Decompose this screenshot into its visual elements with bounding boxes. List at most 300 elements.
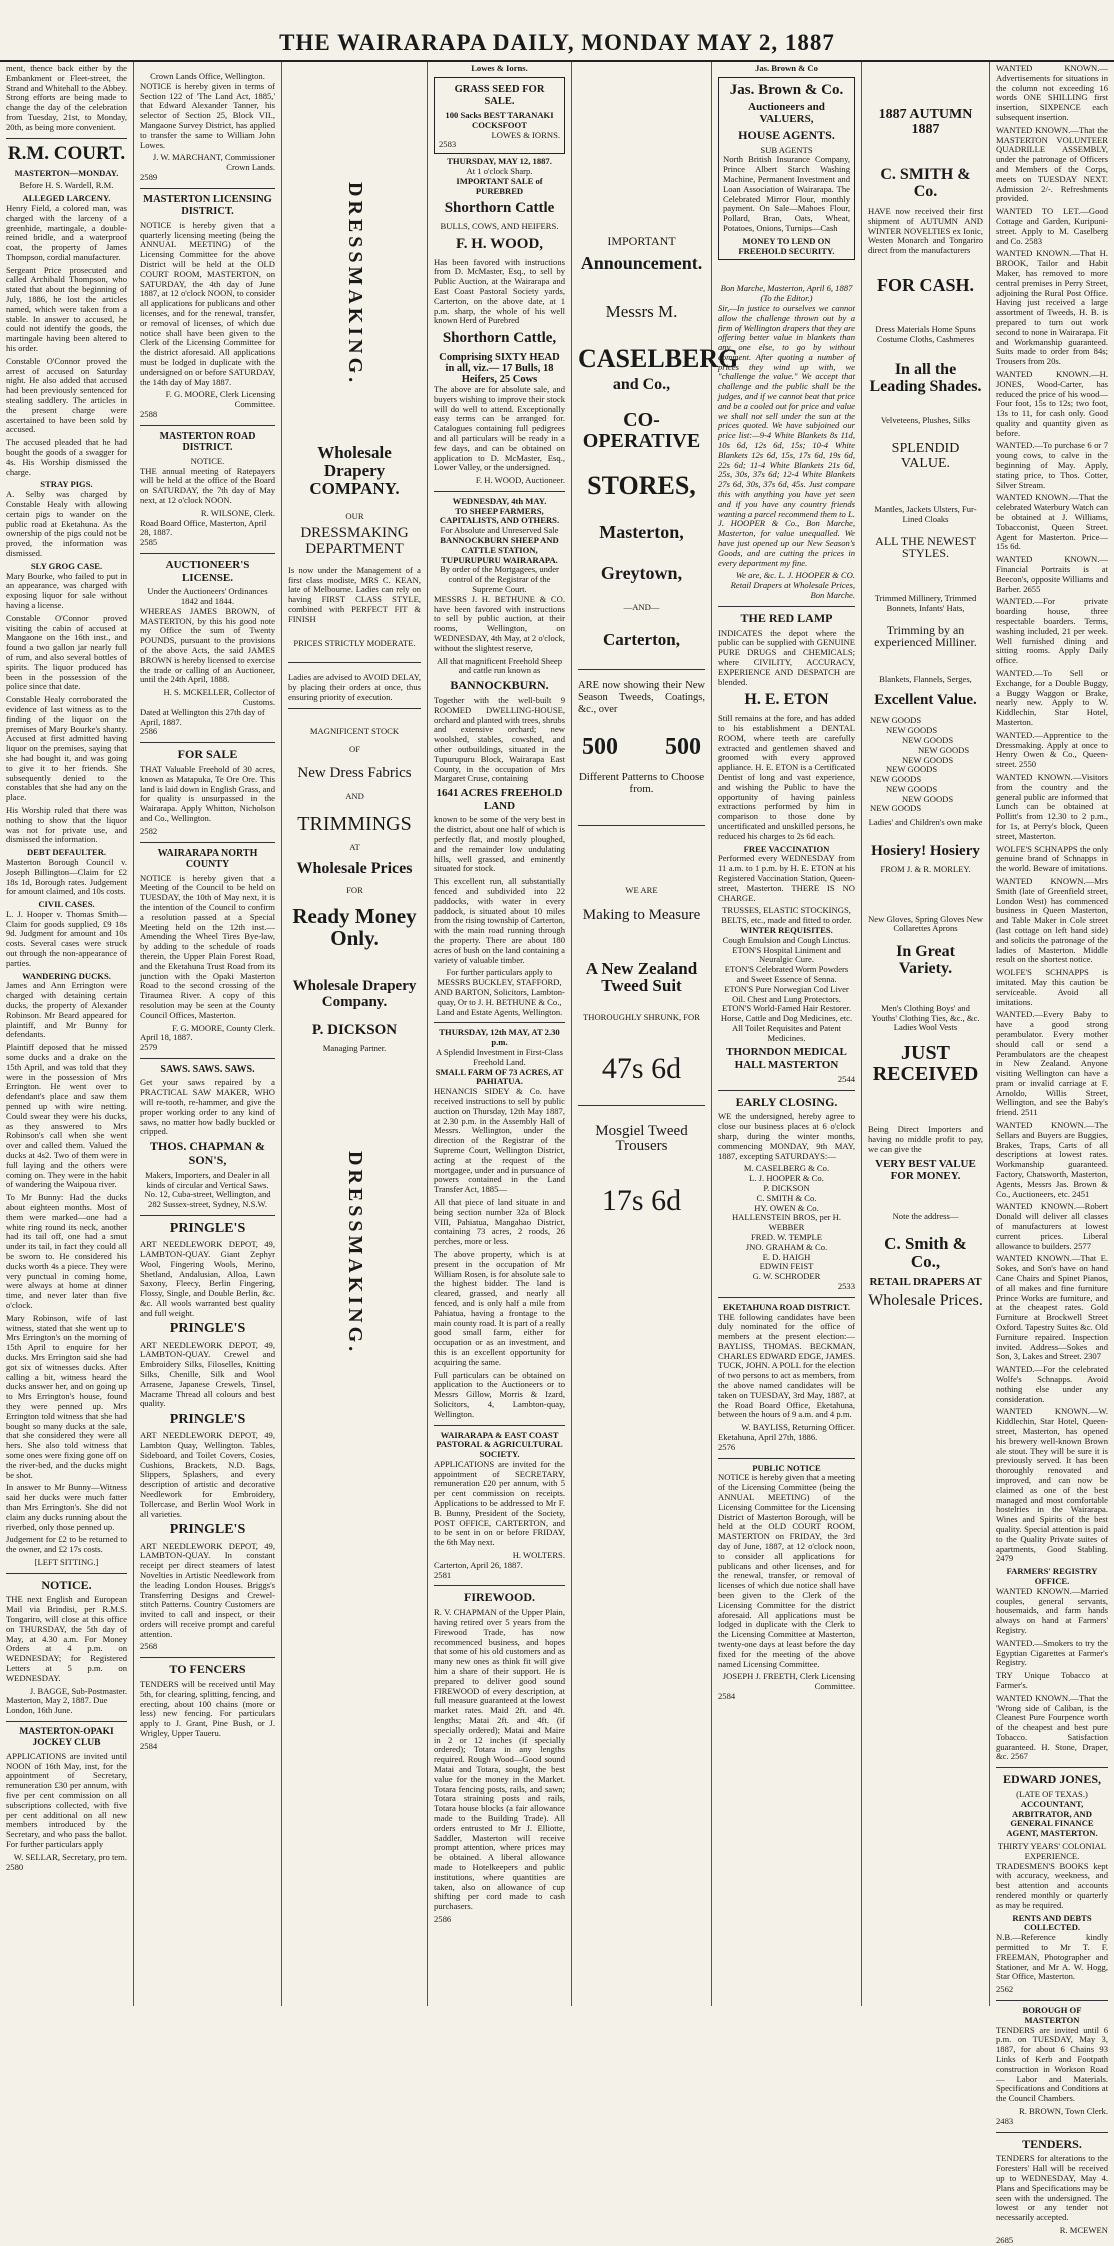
case-paragraph: Constable O'Connor proved the arrest of accused on Saturday night. He also added that accused had been previously sentenced for stealing saddlery. The articles in the present charge were ascertained to have been sold by accused. [6,355,127,435]
new-goods-item: NEW GOODS [918,744,970,755]
ladies-children-line: Ladies' and Children's own make [868,817,983,828]
free-vaccination: FREE VACCINATION [743,843,830,854]
case-heading: CIVIL CASES. [38,899,95,910]
column-1 [0,62,134,2006]
signatory: C. SMITH & Co. [756,1192,817,1203]
case-heading: STRAY PIGS. [40,479,93,490]
wanted-ad: WANTED KNOWN.—H. JONES, Wood-Carter, has reduced the price of his wood—Four foot, 15s to 12s; two foot, 13s to 11, for cash only. Good quality and quantity given as before. [996,368,1108,438]
divider [434,1585,565,1586]
auctioneer-license-body: WHEREAS JAMES BROWN, of MASTERTON, by this his good note my Office the sum of Twenty POUNDS, pursuant to the provisions of the above Acts, the said JAMES BROWN is hereby licensed to exercise the trade or calling of an Auctioneer, until the 24th April, 1888. [140,605,275,685]
brown-heading: Jas. Brown & Co. [729,81,844,98]
divider [996,2132,1108,2133]
ad-number: 2586 [140,726,158,737]
ad-number: 2582 [140,825,158,836]
divider [6,1573,127,1574]
pastoral-society-heading: WAIRARAPA & EAST COAST PASTORAL & AGRICULTURAL SOCIETY. [436,1429,563,1460]
ad-number: 2584 [718,1690,736,1701]
divider [434,491,565,492]
case-paragraph: To Mr Bunny: Had the ducks about eighteen months. Most of them were marked—one had a white ring round its neck, another had its tail off, one had a smut under its tail, in fact they could all be sworn to. He considered his ducks worth 4s a piece. They were very punctual in coming home, were always at home at dinner time, and never later than five o'clock. [6,1192,127,1310]
pringles-heading: PRINGLE'S [169,1522,246,1538]
wanted-ad: WANTED.—Smokers to try the Egyptian Cigarettes at Farmer's Registry. [996,1637,1108,1668]
signatory: HY. OWEN & Co. [754,1202,819,1213]
etons-line: ETON'S World-Famed Hair Restorer. Horse, Cattle and Dog Medicines, etc. [720,1003,853,1024]
full-particulars: Full particulars can be obtained on application to the Auctioneers or to Messrs Gillow, Morris & Izard, Solicitors, 4, Lambton-quay, Wellington. [434,1369,565,1419]
public-notice-signature: JOSEPH J. FREETH, Clerk Licensing Committee. [722,1671,855,1692]
early-closing-list [718,1164,855,1282]
signatory: JNO. GRAHAM & Co. [745,1241,828,1252]
divider [140,553,275,554]
dickson-name: P. DICKSON [311,1021,398,1038]
wanted-ad: WANTED.—For private boarding house, three respectable boarders. Terms, washing included, 21 per week. Well furnished dining and sitting rooms. Apply Daily office. [996,596,1108,666]
wanted-ad: WANTED TO LET.—Good Cottage and Garden, Kuripuni-street. Apply to M. Caselberg and Co. 2583 [996,206,1108,246]
public-notice-heading: PUBLIC NOTICE [752,1462,821,1473]
best-value: VERY BEST VALUE FOR MONEY. [875,1157,976,1182]
auctioneer-license-signature: H. S. MCKELLER, Collector of Customs. [163,687,275,708]
wanted-ad: WANTED.—Every Baby to have a good strong perambulator. Every mother should call or send a Perambulators are the cheapest in New Zealand. Anyone visiting Wellington can have a pram or invalid carriage at F. Arnoldo, Willis Street, Wellington, and see the Baby's friend. 2511 [996,1009,1108,1118]
messrs-label: Messrs M. [605,301,678,321]
public-notice-body: NOTICE is hereby given that a meeting of the Licensing Committee (being the ANNUAL MEETING) of the Licensing Committee for the Licensing District of Masterton Borough, will be held at the OLD COURT ROOM, MASTERTON on FRIDAY, the 3rd day of June, 1887, at 12 o'clock noon, to consider all applications for publicans and other licenses, and for the renewal, transfer, or removal of licenses of which due notice shall have been given to the Clerk of the Licensing Committee for the district aforesaid. All applications must be lodged in duplicate with the Clerk to the Licensing Committee at Masterton, twenty-one days at least before the day fixed for the meeting of the above named Licensing Committee. [718,1472,855,1669]
important-sale-label: IMPORTANT SALE of PUREBRED [456,175,543,196]
newspaper-title: THE WAIRARAPA DAILY, MONDAY MAY 2, 1887 [279,30,835,55]
divider [996,2000,1108,2001]
crown-lands-notice: NOTICE is hereby given in terms of Section 122 of 'The Land Act, 1885,' that Edward Alexander Tanner, his selector of Section 25, Block VII., Mangaone Survey District, has applied to transfer the same to William John Lowes. [140,80,275,150]
new-season-tweeds: ARE now showing their New Season Tweeds, Coatings, &c., over [578,679,705,715]
divider [434,1425,565,1426]
divider [6,138,127,139]
rm-court-subheading: MASTERTON—MONDAY. [14,167,119,178]
jones-reference: N.B.—Reference kindly permitted to Mr T. F. FREEMAN, Photographer and Stationer, and Mr A. W. Hogg, Star Office, Masterton. [996,1932,1108,1982]
fencers-heading: TO FENCERS [169,1662,246,1677]
masthead [0,0,1114,62]
chapman-heading: THOS. CHAPMAN & SON'S, [150,1139,265,1168]
intro-paragraph: ment, thence back either by the Embankment or Fleet-street, the Strand and Whitehall to the Abbey. Strong efforts are being made to change the day of the celebration from Tuesday, 21st, to Monday, 20th, as being more convenient. [6,63,127,132]
ad-number: 2584 [140,1740,158,1751]
red-lamp-heading: THE RED LAMP [740,610,833,625]
for-sale-heading: FOR SALE [177,747,238,762]
rents-debts: RENTS AND DEBTS COLLECTED. [1012,1912,1092,1933]
column-3 [282,62,428,2006]
suit-price: 47s 6d [601,1052,682,1086]
bulls-cows-heifers: BULLS, COWS, AND HEIFERS. [440,221,559,232]
bannockburn-heading: BANNOCKBURN. [450,678,549,693]
blankets-line: Blankets, Flannels, Serges, [879,673,972,684]
wood-auctioneer: F. H. WOOD, [455,235,544,252]
new-goods-item: NEW GOODS [886,725,938,736]
case-paragraph: Henry Field, a colored man, was charged with the larceny of a greenhide, martingale, a double-reined bridle, and a waterproof coat, the property of James Thompson, cordial manufacturer. [6,202,127,262]
trusses-line: TRUSSES, ELASTIC STOCKINGS, BELTS, etc., made and fitted to order. [721,905,852,926]
patterns-count-row [582,734,701,761]
prices-moderate: PRICES STRICTLY MODERATE. [293,637,416,648]
divider [288,662,421,663]
mail-notice-body: THE next English and European Mail via Brindisi, per R.M.S. Tongariro, will close at this office on THURSDAY, the 5th day of May, at 4.30 a.m. For Money Orders at 4 p.m. on WEDNESDAY; for Registered Letters at 5 p.m. on WEDNESDAY. [6,1594,127,1683]
dressmaking-body: Is now under the Management of a first class modiste, MRS C. KEAN, late of Melbourne. Ladies can rely on having FIRST CLASS STYLE, combined with PERFECT FIT & FINISH [288,564,421,624]
just-received: JUST RECEIVED [872,1042,979,1086]
eketahuna-date: Eketahuna, April 27th, 1886. [718,1432,818,1443]
shorthorn-cattle-heading: Shorthorn Cattle [444,200,555,217]
divider [140,742,275,743]
parcel-description: All that piece of land situate in and being section number 32a of Block VIII, Pahiatua, Mangahao District, containing 73 acres, 2 roods, 26 perches, more or less. [434,1196,565,1247]
signatory: L. J. HOOPER & Co. [749,1173,824,1184]
wanted-ad: WANTED KNOWN.—W. Kiddlechin, Star Hotel, Queen-street, Masterton, has opened his brewery well-known Brown ale stout. They will be sure it is previously served. It has been thoroughly renovated and improved, and can now be claimed as one of the best managed and most comfortable hostelries in the Wairarapa. Wines and Spirits of the best quality. Special attention is paid to the Quality Private suites of apartments, Good Stabling. 2479 [996,1406,1108,1564]
pringles-body: ART NEEDLEWORK DEPOT, 49, Lambton Quay, Wellington. Tables, Sideboard, and Toilet Covers, Cosies, Cushions, Brackets, N.D. Bags, Slippers, Splashers, and every description of artistic and decorative Needlework for Embroidery, Tollercase, and Berlin Wool Work in all varieties. [140,1430,275,1519]
pringles-body: ART NEEDLEWORK DEPOT, 49, LAMBTON-QUAY. Crewel and Embroidery Silks, Filoselles, Knitting Silks, Chenille, Silk and Wool Arrasene, Japanese Crewels, Tinsel, Macrame Thread all colours and best quality. [140,1339,275,1409]
bethune-body: MESSRS J. H. BETHUNE & CO. have been favored with instructions to sell by public auction, at their rooms, Wellington, on WEDNESDAY, 4th May, at 2 o'clock, without the slightest reserve, [434,593,565,653]
new-goods-item: NEW GOODS [902,734,954,745]
column-2 [134,62,282,2006]
making-to-measure: Making to Measure [582,906,701,923]
further-particulars: For further particulars apply to MESSRS BUCKLEY, STAFFORD, AND BARTON, Solicitors, Lambton-quay, Or to J. H. BETHUNE & Co., Land and Estate Agents, Wellington. [434,967,565,1017]
road-district-date: Road Board Office, Masterton, April 28, 1887. [140,517,267,538]
etons-line: ETON'S Celebrated Worm Powders and Sweet Essence of Senna. [724,964,849,984]
eton-body: Still remains at the fore, and has added to his establishment a DENTAL ROOM, where teeth are carefully extracted and gentlemen shaved and groomed with every approved appliance. H. E. ETON is a Certificated Dentist of long and vast experience, and wishing the Public to have the opportunity of having painless extractions performed by him in comparison to those done by uncertificated and unskilled persons, he reduced his charges to 2s 6d each. [718,713,855,841]
wanted-ad: WANTED.—Apprentice to the Dressmaking. Apply at once to Henry Owen & Co., Queen-street. 2550 [996,729,1108,770]
sale-date: WEDNESDAY, 4th MAY. [452,495,547,506]
wanted-ad: WANTED KNOWN.—Financial Portraits is at Beecon's, opposite Williams and Barber. 2655 [996,554,1108,594]
lowes-iorns-heading: Lowes & Iorns. [471,63,528,73]
we-are-label: WE ARE [625,885,658,896]
case-paragraph: Sergeant Price prosecuted and called Archibald Thompson, who stated that about the beginning of July, 1886, he lost the articles named, which were taken from a stable. In answer to accused, he could not identify the goods, the martingale having been altered to his order. [6,264,127,354]
auctioneer-license-date: Dated at Wellington this 27th day of April, 1887. [140,706,265,727]
greytown-location: Greytown, [600,563,683,584]
case-paragraph: His Worship ruled that there was nothing to show that the liquor was not for private use, and dismissed the information. [6,804,127,845]
case-paragraph: Masterton Borough Council v. Joseph Billington—Claim for £2 18s 1d, Borough rates. Judgement for amount claimed, and 10s costs. [6,856,127,897]
eketahuna-body: THE following candidates have been duly nominated for the office of members at the present election:— BAYLISS, THOMAS. BECKMAN, CHARLES EDWARD EDGE, JAMES. TUCK, JOHN. A POLL for the election of two persons to act as members, from the above named candidates will be taken on TUESDAY, 3rd May, 1887, at the Road Board Office, Eketahuna, between the hours of 9 a.m. and 4 p.m. [718,1311,855,1420]
of-label: OF [349,743,360,754]
acreage-body: known to be some of the very best in the district, about one half of which is perfectly flat, and mostly ploughed, and the remainder low undulating hills, well grassed, and eminently situated for stock. [434,814,565,874]
mosgiel-trousers: Mosgiel Tweed Trousers [595,1122,688,1155]
wanted-ad: WANTED KNOWN.—Advertisements for situations in the column not exceeding 16 words ONE SHILLING first insertion, SIXPENCE each subsequent insertion. [996,63,1108,122]
toilet-requisites: All Toilet Requisites and Patent Medicines. [731,1022,842,1043]
new-goods-list [868,716,983,814]
registry-heading: FARMERS' REGISTRY OFFICE. [1006,1566,1098,1586]
ad-number: 2579 [140,1042,158,1053]
column-7 [862,62,990,2006]
grass-seed-box [434,77,565,154]
wanted-ad: WOLFE'S SCHNAPPS the only genuine brand of Schnapps in the world. Beware of imitations. [996,843,1108,874]
magistrate-line: Before H. S. Wardell, R.M. [19,180,114,191]
for-cash: FOR CASH. [876,274,974,295]
auctioneers-valuers: Auctioneers and VALUERS, [748,100,825,125]
ad-number: 2685 [996,2234,1014,2245]
jones-title: ACCOUNTANT, ARBITRATOR, AND GENERAL FINANCE AGENT, MASTERTON. [1006,1798,1098,1839]
freehold-run: All that magnificent Freehold Sheep and cattle run known as [436,655,563,676]
dressmaking-vertical-banner: DRESSMAKING. [344,1151,366,1356]
shorthorn-body: The above are for absolute sale, and buyers wishing to improve their stock will do well to attend. Exceptionally easy terms can be arranged for. Catalogues containing full pedigrees and all particulars will be ready in a few days, and can be obtained on application to D. McMaster, Esq., Lower Valley, or the undersigned. [434,383,565,473]
divider [288,708,421,709]
sub-agents: SUB AGENTS [760,144,813,155]
nz-tweed-suit: A New Zealand Tweed Suit [585,958,698,996]
money-to-lend: MONEY TO LEND ON FREEHOLD SECURITY. [738,235,835,256]
caselberg-heading: CASELBERG [578,343,739,373]
ad-number: 2576 [718,1441,736,1452]
ad-number: 2585 [140,537,158,548]
wanted-ad: WANTED KNOWN.—Married couples, general servants, housemaids, and farm hands always on hand at Farmers' Registry. [996,1585,1108,1635]
wholesale-company-heading: Wholesale Drapery COMPANY. [309,443,400,498]
importers-line: Being Direct Importers and having no middle profit to pay, we can give the [868,1124,983,1154]
bannockburn-station-heading: BANNOCKBURN SHEEP AND CATTLE STATION, TUPURUPURU WAIRARAPA. [440,535,559,565]
wanted-ad: WANTED KNOWN.—Robert Donald will deliver all classes of manufacturers at lowest current prices. Liberal allowance to builders. 2577 [996,1201,1108,1251]
etons-line: ETON'S Hospital Liniment and Neuralgic Cure. [732,944,841,965]
carterton-location: Carterton, [603,629,680,649]
pastoral-society-signature: H. WOLTERS. [512,1550,565,1561]
eketahuna-signature: W. BAYLISS, Returning Officer. [741,1422,855,1433]
divider [140,425,275,426]
pattern-count: 500 [582,734,618,761]
dressmaking-vertical-banner: DRESSMAKING. [344,181,366,387]
wanted-ad: WANTED KNOWN.—That the 'Wrong side of Caliban, is the Cleanest Pure Fourpence worth of the cheapest and best pure Tobacco. Satisfaction guaranteed. H. Stone, Draper, &c. 2567 [996,1692,1108,1762]
chapman-body: Makers, Importers, and Dealer in all kinds of circular and Vertical Saws. No. 12, Cuba-street, Wellington, and 282 Sussex-street, Sydney, N.S.W. [144,1169,271,1210]
absolute-sale: For Absolute and Unreserved Sale [440,525,559,536]
divider [434,1022,565,1023]
for-sale-body: THAT Valuable Freehold of 30 acres, known as Matapuka, Te Ore Ore. This land is laid down in English Grass, and for quality is unsurpassed in the Wairarapa. Apply Whitton, Nicholson and Co., Wellington. [140,764,275,824]
mantles-line: Mantles, Jackets Ulsters, Fur-Lined Cloaks [874,504,977,524]
velveteens-line: Velveteens, Plushes, Silks [880,415,971,426]
excellent-value: Excellent Value. [874,691,977,708]
case-paragraph: Mary Bourke, who failed to put in an appearance, was charged with exposing liquor for sale without having a license. [6,570,127,610]
new-goods-item: NEW GOODS [886,783,938,794]
cough-line: Cough Emulsion and Cough Linctus. [722,934,851,945]
managing-partner: Managing Partner. [322,1042,387,1053]
mortgagees-order: By order of the Mortgagees, under control of the Registrar of the Supreme Court. [440,564,559,595]
winter-requisites: WINTER REQUISITES. [740,924,833,935]
property-description: The above property, which is at present in the occupation of Mr William Rosen, is for absolute sale to the highest bidder. The land is cleared, grassed, and nearly all fenced, and is only half a mile from Pahiatua, having a frontage to the main county road. It is part of a really good small farm, either for occupation or as an investment, and this is an excellent opportunity for acquiring the same. [434,1248,565,1367]
patterns-caption: Different Patterns to Choose from. [578,771,705,796]
divider [718,1458,855,1459]
rm-court-heading: R.M. COURT. [7,142,126,164]
pattern-count: 500 [665,734,701,761]
road-district-body: THE annual meeting of Ratepayers will be held at the office of the Board on SATURDAY, the 7th day of May next, at 12 o'clock NOON. [140,465,275,506]
divider [718,606,855,607]
pringles-body: ART NEEDLEWORK DEPOT, 49, LAMBTON-QUAY. In constant receipt per direct steamers of latest Novelties in Artistic Needlework from the leading London Houses. Briggs's Transferring Designs and Crewel-stitch Patterns. Country Customers are invited to call and inspect, or their orders will receive prompt and careful attention. [140,1540,275,1639]
county-heading: WAIRARAPA NORTH COUNTY [157,847,258,871]
ad-number: 2583 [439,139,457,150]
case-heading: SLY GROG CASE. [30,560,103,571]
wood-body: Has been favored with instructions from D. McMaster, Esq., to sell by Public Auction, at the Wairarapa and East Coast Pastoral Society yards, Carterton, on the above date, at 1 p.m. sharp, the whole of his well known Herd of Purebred [434,256,565,326]
firewood-heading: FIREWOOD. [463,1590,535,1605]
sale-time: At 1 o'clock Sharp. [466,165,533,176]
ladies-advice: Ladies are advised to AVOID DELAY, by placing their orders at once, thus ensuring priority of execution. [288,672,421,702]
hosiery-heading: Hosiery! Hosiery [871,843,980,860]
jockey-club-signature: W. SELLAR, Secretary, pro tem. [13,1851,127,1862]
signatory: M. CASELBERG & Co. [743,1163,830,1174]
road-district-heading: MASTERTON ROAD DISTRICT. [159,430,256,454]
masterton-location: Masterton, [599,522,684,543]
case-heading: ALLEGED LARCENY. [22,193,111,204]
wholesale-prices: Wholesale Prices. [868,1292,983,1310]
tenders-signature: R. MCEWEN [1059,2224,1108,2235]
for-label: FOR [346,884,363,895]
signatory: G. W. SCHRODER [752,1271,821,1282]
important-label: IMPORTANT [607,234,676,248]
case-paragraph: Mary Robinson, wife of last witness, stated that she went up to Mrs Errington's on the morning of 15th April to enquire for her ducks. Mrs Errington said she had got six of witnesses ducks. After calling a bit, witness heard the ducks answer her, and on going up to Mrs Errington's house, found they were penned up. Mrs Errington told witness that she had bought so many ducks at the sale, that she considered they were all hers. She also told witness that some ones were fixing gone off on the river-bed, and the ducks might be shot. [6,1312,127,1480]
jones-late: (LATE OF TEXAS.) [1016,1789,1088,1800]
ready-money-only: Ready Money Only. [292,904,417,951]
case-paragraph: In answer to Mr Bunny—Witness said her ducks were much fatter than Mrs Errington's. She did not claim any ducks running about the riverbed, only those penned up. [6,1482,127,1532]
sale-date: THURSDAY, 12th MAY, AT 2.30 p.m. [439,1027,560,1048]
csmith-heading: C. SMITH & Co. [880,166,971,201]
case-paragraph: The accused pleaded that he had bought the goods of a swagger for 4s. His Worship dismissed the charge. [6,437,127,477]
signatory: P. DICKSON [763,1182,810,1193]
jockey-club-body: APPLICATIONS are invited until NOON of 16th May, inst, for the appointment of Secretary, remuneration £30 per annum, with five per cent commission on all subscriptions collected, with five per cent additional on all new members introduced by the Secretary, and who pass the ballot. For further particulars apply [6,1750,127,1850]
case-paragraph: James and Ann Errington were charged with detaining certain ducks, the property of Alexander Robinson. Mr Beard appeared for plaintiff, and Mr Bunny for defendants. [6,980,127,1040]
case-paragraph: A. Selby was charged by Constable Healy with allowing certain pigs to wander on the public road at Eketahuna. As the ownership of the pigs could not be proved, the information was dismissed. [6,489,127,558]
column-8 [990,62,1114,2245]
new-goods-item: NEW GOODS [870,803,922,814]
mail-notice-date: Masterton, May 2, 1887. Due London, 16th June. [6,1695,108,1716]
divider [996,1767,1108,1768]
fencers-body: TENDERS will be received until May 5th, for clearing, splitting, fencing, and erecting, about 100 chains (more or less) new fencing. For particulars apply to J. Grant, Pine Bush, or J. Wrigley, Upper Taueru. [140,1679,275,1739]
and-dash: —AND— [623,601,660,612]
brown-top-label: Jas. Brown & Co [755,63,818,73]
ad-number: 2483 [996,2115,1014,2126]
signatory: FRED. W. TEMPLE [751,1231,822,1242]
bon-marche-letter: Sir,—In justice to ourselves we cannot allow the challenge thrown out by a firm of Wellington drapers that they are offering better value in blankets than any one else, to go by without comment. After quoting a number of prices they wind up with, we "challenge the value." We accept that challenge and the public shall be the judges, and if we cannot beat that price and be a cooled out for price and value we shall not sell under the sun at the prices quoted. We have subjoined our price list:—9-4 White Blankets 8s 11d, 10s 6d, 12s 6d, 15s; 10-4 White Blankets 12s 6d, 15s, 17s 6d, 19s 6d, 22s 6d; 11-4 White Blankets 21s 6d, 25s, 30s, 37s 6d; 12-4 White Blankets 27s 6d, 30s, 37s 6d, 45s. Just compare this with anything you have yet seen and if you have any country friends wanting a parcel recommend them to L. J. HOOPER & Co., Bon Marche, Masterton, for value unequalled. We have just opened up our New Season's Goods, and are cutting the prices in every department my fine. [718,302,855,568]
borough-heading: BOROUGH OF MASTERTON [1022,2005,1082,2025]
ad-number: 2588 [140,409,158,420]
wanted-ad: WANTED KNOWN.—Visitors from the country and the general public are informed that Lunch can be obtained at Pollitt's from 12.30 to 2 p.m., for 1s, at Perry's block, Queen street, Masterton. [996,771,1108,841]
early-closing-body: WE the undersigned, hereby agree to close our business places at 6 o'clock sharp, during the winter months, commencing MONDAY, 9th MAY, 1887, excepting SATURDAYS:— [718,1111,855,1161]
case-heading: WANDERING DUCKS. [22,970,111,981]
wanted-ad: WANTED KNOWN.—That the celebrated Waterbury Watch can be obtained at J. Williams, Tobacconist, Queen Street. Agent for Masterton. Price—15s 6d. [996,492,1108,552]
retail-drapers: RETAIL DRAPERS AT [869,1276,982,1289]
jockey-club-heading: MASTERTON-OPAKI JOCKEY CLUB [19,1727,114,1748]
county-signature: F. G. MOORE, County Clerk. [172,1022,275,1033]
shorthorn-cattle-heading: Shorthorn Cattle, [442,330,557,347]
auctioneer-license-heading: AUCTIONEER'S LICENSE. [165,559,250,584]
left-sitting-note: [LEFT SITTING.] [34,1556,99,1567]
wood-signature: F. H. WOOD, Auctioneer. [475,475,565,486]
leading-shades: In all the Leading Shades. [869,361,982,396]
crown-lands-office: Crown Lands Office, Wellington. [150,71,265,81]
licensing-body: NOTICE is hereby given that a quarterly licensing meeting (being the ANNUAL MEETING) of the Licensing Committee for the above District will be held at the OLD COURT ROOM, MASTERTON, on SATURDAY, the 4th day of June 1887, at 12 o'clock NOON, to consider all applications for publicans and other licenses, and for the renewal, transfer, or removal of licenses, of which due notice shall have been given to the Clerk of the Licensing Committee for the district aforesaid. All applications must be lodged in duplicate with the undersigned on or before SATURDAY, the 14th day of May 1887. [140,219,275,387]
great-variety: In Great Variety. [896,943,955,978]
auctioneer-license-sub: Under the Auctioneers' Ordinances 1842 and 1844. [147,586,268,607]
divider [6,1721,127,1722]
experienced-milliner: Trimming by an experienced Milliner. [874,622,977,650]
wanted-ad: WANTED.—To Sell or Exchange, for a Double Buggy, a Buggy Waggon or Brake, nearly new. Apply to W. Kiddlechin, Star Hotel, Masterton. [996,668,1108,727]
new-goods-item: NEW GOODS [886,764,938,775]
firewood-body: R. V. CHAPMAN of the Upper Plain, having retired over 5 years from the Firewood Trade, has now recommenced business, and hopes that some of his old customers and as many new ones as think fit will give him a share of their support. He is prepared to deliver good sound FIREWOOD of every description, at full measure guaranteed at the lowest market rates. Maid 2ft. and 4ft. lengths; Matai 2ft. and 4ft. (if specially ordered); Matai and Maire in 2 or 12 inches (if specially ordered); Totara in any lengths required. Rough Wood—Good sound Matai and Totara, sought, the best value for the money in the Market. Totara fencing posts, rails, and sawn; Totara straining posts and rails, Totara house blocks (a fair allowance made to the Building Trade). All orders entrusted to Mr J. Elliotte, Saddler, Masterton will receive prompt attention, where prices may be obtained. A liberal allowance made to Hotelkeepers and public institutions, where quantities are taken, also on allowance of cup shifting per cord made to cash purchasers. [434,1607,565,1912]
divider [140,188,275,189]
column-4 [428,62,572,2006]
csmith-body: HAVE now received their first shipment of AUTUMN AND WINTER NOVELTIES ex Ionic, Westen Monarch and Tongariro direct from the manufacturers [868,205,983,256]
and-co-label: and Co., [612,376,671,394]
case-paragraph: Constable O'Connor proved visiting the cabin of accused at Mangaone on the 16th inst., and found a two gallon jar nearly full of rum, and also several bottles of spirits. The liquor produced has been in the possession of the police since that date. [6,612,127,692]
road-district-signature: R. WILSONE, Clerk. [200,507,275,518]
stores-heading: STORES, [587,470,696,500]
and-label: AND [345,791,364,802]
agents-body: North British Insurance Company, Prince Albert Starch Washing Machine, Permanent Investment and Loan Association of Wairarapa. The Celebrated Mirror Flour, monthly payment. On Sale—Mahoes Flour, Pollard, Bran, Oats, Wheat, Potatoes, Onions, Turnips—Cash [723,154,850,233]
pringles-heading: PRINGLE'S [169,1321,246,1337]
note-address: Note the address— [892,1210,959,1221]
wanted-ad: WANTED KNOWN.—Mrs Smith (late of Greenfield street, London West) has commenced business in Queen Masterton, and Table Maker in Cole street (last cottage on left hand side) and solicits the patronage of the ladies of Masterton. Middle result on the shortest notice. [996,875,1108,965]
thoroughly-shrunk: THOROUGHLY SHRUNK, FOR [583,1012,700,1023]
ad-number: 2544 [837,1073,855,1084]
dressmaking-department: DRESSMAKING DEPARTMENT [300,525,409,558]
signatory: E. D. HAIGH [762,1251,811,1262]
wanted-ad: WOLFE'S SCHNAPPS is imitated. May this caution be serviceable. Avoid all imitations. [996,967,1108,1007]
ad-number: 2568 [140,1641,158,1652]
page-columns [0,62,1114,2245]
new-goods-item: NEW GOODS [902,793,954,804]
announcement-heading: Announcement. [580,253,703,273]
run-description: This excellent run, all substantially fenced and subdivided into 22 paddocks, with water in every paddock, is situated about 10 miles from the rising township of Carterton, with the main road running through the property. There are about 180 acres of bush on the land containing a variety of valuable timber. [434,876,565,965]
new-goods-item: NEW GOODS [870,774,922,785]
wanted-ad: WANTED KNOWN.—That the MASTERTON VOLUNTEER QUADRILLE ASSEMBLY, under the patronage of Officers and Members of the Corps, meets on TUESDAY NEXT. Admission 2/-. Refreshments provided. [996,124,1108,204]
licensing-signature: F. G. MOORE, Clerk Licensing Committee. [165,389,275,410]
brown-ad-box [718,77,855,261]
sidey-body: HENANCIS SIDEY & Co. have received instructions to sell by public auction on Thursday, 12th May 1887, at 2.30 p.m. in the Assembly Hall of Messrs. Wellington, under the direction of the Registrar of the Supreme Court, Wellington District, acting at the request of the mortgagee, under and in pursuance of powers contained in the Land Transfer Act, 1885— [434,1086,565,1195]
trimmings-heading: TRIMMINGS [297,812,412,835]
mail-notice-signature: J. BAGGE, Sub-Postmaster. [29,1685,127,1696]
divider [718,1297,855,1298]
bon-marche-heading: Bon Marche, Masterton, April 6, 1887 (To the Editor.) [720,283,853,304]
eton-heading: H. E. ETON [744,691,829,709]
clothing-line: Men's Clothing Boys' and Youths' Clothing Ties, &c., &c. Ladies Wool Vests [871,1002,980,1033]
wanted-ad: WANTED KNOWN.—That E. Sokes, and Son's have on hand Cane Chairs and Spinet Pianos, of all makes and fine furniture Prince Works are furniture, and at the cheapest rates. Gold Furniture at Brockwell Street Oxford. Tapestry Suites &c. Old Furniture repaired. Inspection invited. Address—Sokes and Son, 3, Lakes and Street. 2307 [996,1253,1108,1362]
grass-seed-heading: GRASS SEED FOR SALE. [454,83,545,107]
gloves-line: New Gloves, Spring Gloves New Collarettes Aprons [868,913,983,934]
red-lamp-body: INDICATES the depot where the public can be supplied with GENUINE PURE DRUGS and CHEMICALS; where CIVILITY, ACCURACY, EXPERIENCE AND DESPATCH are blended. [718,627,855,687]
case-heading: DEBT DEFAULTER. [26,847,107,858]
wholesale-drapery-signoff: Wholesale Drapery Company. [292,978,417,1011]
early-closing-heading: EARLY CLOSING. [735,1094,838,1109]
ad-number: 2580 [6,1861,24,1872]
ad-number: 2581 [434,1569,452,1580]
mail-notice-heading: NOTICE. [41,1577,92,1592]
wanted-ad: WANTED.—To purchase 6 or 7 young cows, to calve in the beginning of May. Apply, stating price, to Thos. Cotter, Silver Stream. [996,440,1108,490]
case-paragraph: Judgement for £2 to be returned to the owner, and £2 17s costs. [6,1534,127,1555]
grass-seed-signature: LOWES & IORNS. [491,129,560,140]
ad-number: 2562 [996,1984,1014,1995]
licensing-heading: MASTERTON LICENSING DISTRICT. [143,193,272,217]
investment-line: A Splendid Investment in First-Class Freehold Land. [436,1047,563,1067]
dress-materials: Dress Materials Home Spuns Costume Cloths, Cashmeres [875,323,976,344]
divider [718,1090,855,1091]
wanted-ad: TRY Unique Tobacco at Farmer's. [996,1670,1108,1690]
county-body: NOTICE is hereby given that a Meeting of the Council to be held on TUESDAY, the 10th of May next, it is the intention of the Council to confirm a resolution passed at a Special Meeting held on the 12th inst.—Amending the Wheel Tires Bye-law, by adding to the schedule of roads therein, the Upper Plain Forest Road, and the Eketahuna Trust Road from its junction with the Opaki Masterton Road to the second crossing of the Tiraumea River. A copy of this resolution may be seen at the County Council Offices, Masterton. [140,872,275,1020]
sheep-farmers-heading: TO SHEEP FARMERS, CAPITALISTS, AND OTHERS. [439,505,560,526]
sale-date: THURSDAY, MAY 12, 1887. [447,156,552,167]
pringles-heading: PRINGLE'S [169,1221,246,1237]
trousers-price: 17s 6d [601,1184,682,1218]
vaccination-body: Performed every WEDNESDAY from 11 a.m. to 1 p.m. by H. E. ETON at his Registered Vaccination Station, Queen-street, Masterton. THERE IS NO CHARGE. [718,853,855,903]
millinery-line: Trimmed Millinery, Trimmed Bonnets, Infants' Hats, [874,592,977,613]
wanted-ad: WANTED KNOWN.—That H. BROOK, Tailor and Habit Maker, has removed to more central premises in Perry Street, adjoining the Rural Post Office. Having just received a large assortment of Tweeds, H. B. is prepared to turn out work second to none in Wairarapa. Fit and Workmanship guaranteed. Suits made to order from 84s; Trousers from 20s. [996,248,1108,367]
county-date: April 18, 1887. [140,1032,193,1043]
splendid-value: SPLENDID VALUE. [891,440,960,471]
our-label: OUR [345,510,364,521]
divider [578,825,705,826]
divider [140,1657,275,1658]
signatory: EDWIN FEIST [759,1261,814,1272]
borough-signature: R. BROWN, Town Clerk. [1019,2105,1108,2116]
wholesale-prices: Wholesale Prices [296,859,413,877]
acreage-heading: 1641 ACRES FREEHOLD LAND [436,787,563,812]
jones-body: TRADESMEN'S BOOKS kept with accuracy, weekness, and best attention and accounts rendered monthly or quarterly as may be required. [996,1860,1108,1910]
wanted-ad: WANTED KNOWN.—The Sellars and Buyers are Buggies, Brakes, Traps, Carts of all descriptions at lowest rates. Workmanship guaranteed. Factory, Chatsworth, Masterton, Agents, Messrs Jas. Brown & Co., Auctioneers, etc. 2451 [996,1120,1108,1199]
csmith-signoff: C. Smith & Co., [884,1234,967,1272]
divider [140,1215,275,1216]
ad-number: 2533 [837,1280,855,1291]
eketahuna-heading: EKETAHUNA ROAD DISTRICT. [723,1301,850,1312]
bannockburn-body: Together with the well-built 9 ROOMED DWELLING-HOUSE, orchard and planted with trees, shrubs and extensive orchard; new woolshed, stables, cowshed, and other outbuildings, situated in the Tupurupuru Block, Wairarapa East County, in the occupation of Mrs Margaret Cruse, containing [434,695,565,784]
divider [578,1105,705,1106]
case-paragraph: Plaintiff deposed that he missed some ducks and a drake on the 15th April, and was told that they were in the possession of Mrs Errington. He went over to defendant's place and saw them penned up with wire netting. Could swear they were his ducks, as they answered to Mrs Robinson's call when she went over and called them. Valued the ducks at 4s2. Two of them were in full laying and the others were coming on. They were in the habit of wandering the Waipoua river. [6,1042,127,1190]
house-agents: HOUSE AGENTS. [738,127,835,142]
new-dress-fabrics: New Dress Fabrics [297,765,412,782]
pringles-body: ART NEEDLEWORK DEPOT, 49, LAMBTON-QUAY. Giant Zephyr Wool, Fingering Wools, Merino, Shetland, Andalusian, Alloa, Lawn Saxony, Fleecy, Berlin Fingering, Flossy, Single, and Double Berlin, &c. &c. All wools warranted best quality and full weight. [140,1239,275,1318]
